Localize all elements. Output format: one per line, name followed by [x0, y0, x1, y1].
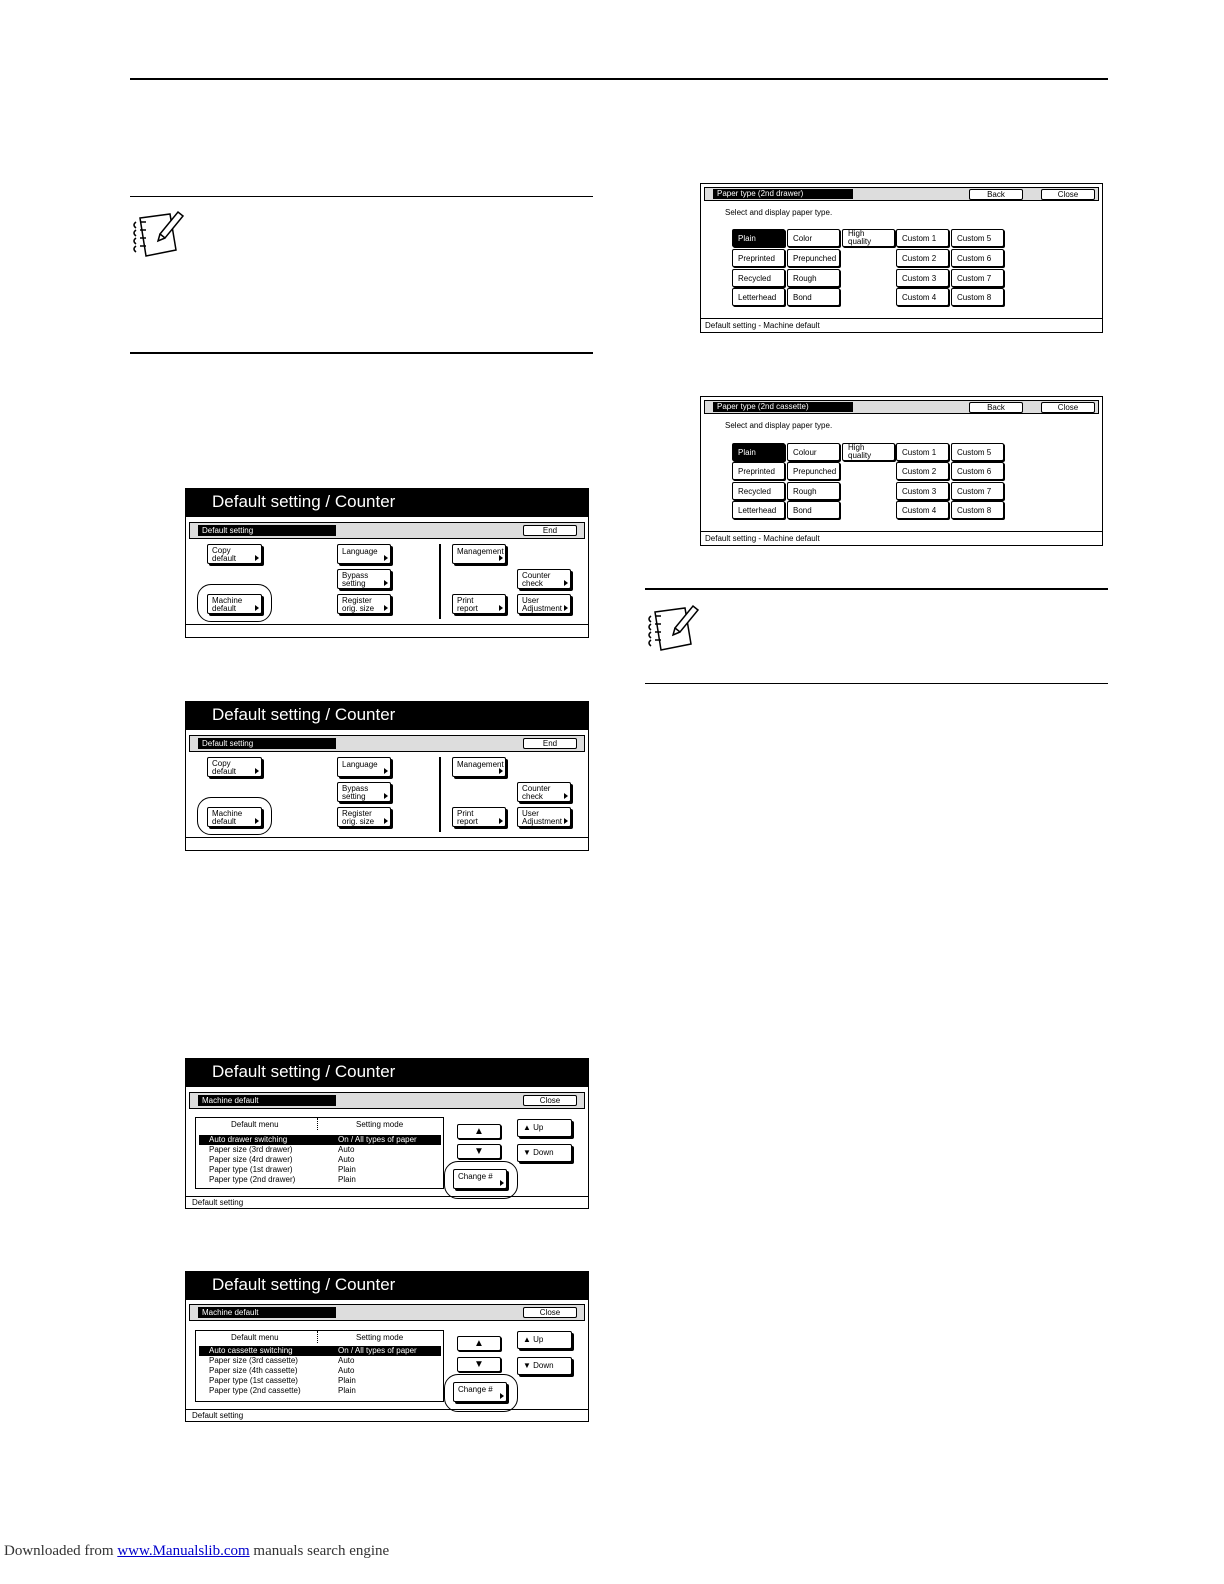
type-custom7-button[interactable]: Custom 7 — [951, 482, 1004, 500]
menu-name: Paper size (3rd drawer) — [209, 1145, 293, 1154]
list-item[interactable] — [199, 1376, 441, 1386]
copy-default-button[interactable] — [207, 757, 262, 777]
triangle-up-icon: ▲ — [474, 1338, 484, 1349]
menu-name: Paper type (1st drawer) — [209, 1165, 293, 1174]
up-button[interactable] — [517, 1331, 572, 1349]
machine-default-label: Machine default — [212, 809, 243, 826]
arrow-right-icon — [499, 768, 503, 774]
download-footer — [4, 1543, 389, 1560]
up-label: Up — [533, 1335, 544, 1344]
counter-check-button[interactable] — [517, 782, 571, 802]
type-custom8-button[interactable]: Custom 8 — [951, 501, 1004, 519]
list-item[interactable] — [199, 1155, 441, 1165]
triangle-down-icon: ▼ — [474, 1146, 484, 1157]
arrow-right-icon — [255, 555, 259, 561]
management-label: Management — [457, 547, 504, 556]
print-report-button[interactable] — [452, 807, 506, 827]
arrow-right-icon — [564, 793, 568, 799]
footer-line — [186, 1409, 588, 1410]
column-divider — [439, 544, 441, 619]
triangle-down-icon: ▼ — [523, 1148, 534, 1157]
language-label: Language — [342, 547, 378, 556]
type-custom2-button[interactable]: Custom 2 — [896, 249, 949, 267]
note-top-rule — [130, 196, 593, 197]
paper-type-drawer-screen — [700, 183, 1103, 333]
menu-name: Paper size (3rd cassette) — [209, 1356, 298, 1365]
mode-value: Auto — [338, 1145, 355, 1154]
triangle-up-icon: ▲ — [523, 1123, 534, 1132]
type-custom5-button[interactable]: Custom 5 — [951, 443, 1004, 461]
sub-header — [189, 522, 585, 539]
change-label: Change # — [458, 1385, 493, 1394]
sub-header — [189, 735, 585, 752]
menu-name: Paper type (2nd cassette) — [209, 1386, 301, 1395]
bypass-setting-label: Bypass setting — [342, 784, 369, 801]
triangle-down-icon: ▼ — [523, 1361, 534, 1370]
menu-name: Auto cassette switching — [209, 1346, 293, 1355]
register-orig-size-button[interactable] — [337, 594, 391, 614]
download-suffix: manuals search engine — [249, 1543, 390, 1559]
arrow-right-icon — [384, 768, 388, 774]
copy-default-label: Copy default — [212, 546, 237, 563]
footer-label: Default setting - Machine default — [705, 321, 820, 330]
back-button[interactable]: Back — [969, 189, 1023, 200]
type-plain-button[interactable]: Plain — [732, 443, 785, 461]
mode-value: Plain — [338, 1165, 356, 1174]
download-prefix: Downloaded from — [4, 1543, 118, 1559]
type-custom3-button[interactable]: Custom 3 — [896, 482, 949, 500]
mode-value: On / All types of paper — [338, 1346, 417, 1355]
type-bond-button[interactable]: Bond — [787, 288, 840, 306]
mode-value: Auto — [338, 1155, 355, 1164]
footer-line — [701, 531, 1102, 532]
machine-default-screen-drawer — [185, 1058, 589, 1209]
list-item[interactable] — [199, 1175, 441, 1185]
type-custom5-button[interactable]: Custom 5 — [951, 229, 1004, 247]
sub-header-label: Default setting — [198, 525, 336, 536]
col-divider — [317, 1118, 318, 1130]
management-label: Management — [457, 760, 504, 769]
close-button[interactable]: Close — [523, 1307, 577, 1318]
counter-check-label: Counter check — [522, 571, 551, 588]
type-custom4-button[interactable]: Custom 4 — [896, 501, 949, 519]
screen-title: Default setting / Counter — [186, 489, 588, 517]
change-label: Change # — [458, 1172, 493, 1181]
machine-default-screen-cassette — [185, 1271, 589, 1422]
type-rough-button[interactable]: Rough — [787, 482, 840, 500]
arrow-right-icon — [564, 605, 568, 611]
type-custom8-button[interactable]: Custom 8 — [951, 288, 1004, 306]
footer-label: Default setting - Machine default — [705, 534, 820, 543]
print-report-label: Print report — [457, 809, 478, 826]
type-prepunched-button[interactable]: Prepunched — [787, 249, 840, 267]
scroll-up-button[interactable] — [457, 1124, 501, 1139]
menu-name: Paper size (4th cassette) — [209, 1366, 298, 1375]
type-custom4-button[interactable]: Custom 4 — [896, 288, 949, 306]
up-button[interactable] — [517, 1119, 572, 1137]
column-divider — [439, 757, 441, 832]
list-item[interactable] — [199, 1135, 441, 1145]
default-menu-list[interactable] — [195, 1330, 444, 1402]
screen-title: Paper type (2nd cassette) — [713, 402, 853, 412]
paper-type-cassette-screen — [700, 396, 1103, 546]
type-custom1-button[interactable]: Custom 1 — [896, 229, 949, 247]
machine-default-label: Machine default — [212, 596, 243, 613]
type-letterhead-button[interactable]: Letterhead — [732, 288, 785, 306]
type-custom1-button[interactable]: Custom 1 — [896, 443, 949, 461]
down-button[interactable] — [517, 1144, 572, 1162]
down-button[interactable] — [517, 1357, 572, 1375]
arrow-right-icon — [499, 818, 503, 824]
language-button[interactable] — [337, 757, 391, 777]
screen-title: Default setting / Counter — [186, 1059, 588, 1087]
register-orig-size-label: Register orig. size — [342, 596, 375, 613]
triangle-up-icon: ▲ — [523, 1335, 534, 1344]
scroll-down-button[interactable] — [457, 1357, 501, 1372]
type-high-quality-button[interactable]: High quality — [842, 229, 895, 247]
sub-header-label: Machine default — [198, 1307, 336, 1318]
sub-header — [704, 400, 1099, 414]
scroll-up-button[interactable] — [457, 1336, 501, 1351]
instruction-text: Select and display paper type. — [725, 421, 833, 430]
management-button[interactable] — [452, 544, 506, 564]
menu-name: Paper type (1st cassette) — [209, 1376, 298, 1385]
arrow-right-icon — [384, 605, 388, 611]
highlight-circle — [444, 1161, 518, 1199]
type-recycled-button[interactable]: Recycled — [732, 482, 785, 500]
counter-check-button[interactable] — [517, 569, 571, 589]
mode-value: Plain — [338, 1175, 356, 1184]
list-item[interactable] — [199, 1386, 441, 1396]
type-custom2-button[interactable]: Custom 2 — [896, 462, 949, 480]
footer-label: Default setting — [192, 1198, 244, 1207]
close-button[interactable]: Close — [1041, 402, 1095, 413]
footer-label: Default setting — [192, 1411, 244, 1420]
register-orig-size-button[interactable] — [337, 807, 391, 827]
mode-value: Auto — [338, 1356, 355, 1365]
close-button[interactable]: Close — [1041, 189, 1095, 200]
arrow-right-icon — [384, 793, 388, 799]
list-item[interactable] — [199, 1356, 441, 1366]
manualslib-link[interactable]: www.Manualslib.com — [117, 1543, 250, 1559]
top-rule — [130, 78, 1108, 80]
menu-name: Auto drawer switching — [209, 1135, 288, 1144]
instruction-text: Select and display paper type. — [725, 208, 833, 217]
note-bottom-rule — [130, 352, 593, 354]
sub-header — [189, 1304, 585, 1321]
note-bottom-rule — [645, 683, 1108, 684]
footer-line — [186, 837, 588, 838]
list-item[interactable] — [199, 1165, 441, 1175]
type-high-quality-button[interactable]: High quality — [842, 443, 895, 461]
type-color-button[interactable]: Color — [787, 229, 840, 247]
screen-title: Paper type (2nd drawer) — [713, 189, 853, 199]
sub-header-label: Machine default — [198, 1095, 336, 1106]
col-default-menu: Default menu — [231, 1120, 279, 1129]
type-custom6-button[interactable]: Custom 6 — [951, 249, 1004, 267]
list-item[interactable] — [199, 1346, 441, 1356]
menu-name: Paper size (4rd drawer) — [209, 1155, 293, 1164]
user-adjustment-button[interactable] — [517, 594, 571, 614]
list-item[interactable] — [199, 1145, 441, 1155]
print-report-button[interactable] — [452, 594, 506, 614]
notepad-pencil-icon — [645, 600, 701, 658]
bypass-setting-button[interactable] — [337, 569, 391, 589]
type-rough-button[interactable]: Rough — [787, 269, 840, 287]
language-label: Language — [342, 760, 378, 769]
copy-default-button[interactable] — [207, 544, 262, 564]
close-button[interactable]: Close — [523, 1095, 577, 1106]
down-label: Down — [533, 1361, 554, 1370]
end-button[interactable]: End — [523, 525, 577, 536]
up-label: Up — [533, 1123, 544, 1132]
type-plain-button[interactable]: Plain — [732, 229, 785, 247]
counter-check-label: Counter check — [522, 784, 551, 801]
type-custom7-button[interactable]: Custom 7 — [951, 269, 1004, 287]
print-report-label: Print report — [457, 596, 478, 613]
screen-title: Default setting / Counter — [186, 702, 588, 730]
language-button[interactable] — [337, 544, 391, 564]
mode-value: Auto — [338, 1366, 355, 1375]
note-top-rule — [645, 588, 1108, 590]
footer-line — [701, 318, 1102, 319]
col-setting-mode: Setting mode — [356, 1120, 404, 1129]
sub-header — [189, 1092, 585, 1109]
screen-title: Default setting / Counter — [186, 1272, 588, 1300]
triangle-up-icon: ▲ — [474, 1126, 484, 1137]
sub-header-label: Default setting — [198, 738, 336, 749]
col-default-menu: Default menu — [231, 1333, 279, 1342]
footer-line — [186, 624, 588, 625]
col-setting-mode: Setting mode — [356, 1333, 404, 1342]
arrow-right-icon — [499, 555, 503, 561]
type-custom3-button[interactable]: Custom 3 — [896, 269, 949, 287]
type-bond-button[interactable]: Bond — [787, 501, 840, 519]
default-setting-screen-2 — [185, 701, 589, 851]
triangle-down-icon: ▼ — [474, 1359, 484, 1370]
bypass-setting-button[interactable] — [337, 782, 391, 802]
mode-value: Plain — [338, 1376, 356, 1385]
default-menu-list[interactable] — [195, 1117, 444, 1189]
type-colour-button[interactable]: Colour — [787, 443, 840, 461]
arrow-right-icon — [499, 605, 503, 611]
arrow-right-icon — [255, 768, 259, 774]
sub-header — [704, 187, 1099, 201]
type-preprinted-button[interactable]: Preprinted — [732, 249, 785, 267]
copy-default-label: Copy default — [212, 759, 237, 776]
type-recycled-button[interactable]: Recycled — [732, 269, 785, 287]
default-setting-screen-1 — [185, 488, 589, 638]
type-custom6-button[interactable]: Custom 6 — [951, 462, 1004, 480]
down-label: Down — [533, 1148, 554, 1157]
list-item[interactable] — [199, 1366, 441, 1376]
type-preprinted-button[interactable]: Preprinted — [732, 462, 785, 480]
type-prepunched-button[interactable]: Prepunched — [787, 462, 840, 480]
mode-value: Plain — [338, 1386, 356, 1395]
management-button[interactable] — [452, 757, 506, 777]
back-button[interactable]: Back — [969, 402, 1023, 413]
type-letterhead-button[interactable]: Letterhead — [732, 501, 785, 519]
end-button[interactable]: End — [523, 738, 577, 749]
footer-line — [186, 1196, 588, 1197]
bypass-setting-label: Bypass setting — [342, 571, 369, 588]
mode-value: On / All types of paper — [338, 1135, 417, 1144]
arrow-right-icon — [564, 580, 568, 586]
highlight-circle — [444, 1374, 518, 1412]
user-adjustment-button[interactable] — [517, 807, 571, 827]
menu-name: Paper type (2nd drawer) — [209, 1175, 296, 1184]
highlight-circle — [197, 797, 272, 835]
user-adjustment-label: User Adjustment — [522, 809, 563, 826]
arrow-right-icon — [384, 580, 388, 586]
arrow-right-icon — [564, 818, 568, 824]
user-adjustment-label: User Adjustment — [522, 596, 563, 613]
register-orig-size-label: Register orig. size — [342, 809, 375, 826]
arrow-right-icon — [384, 818, 388, 824]
notepad-pencil-icon — [130, 206, 186, 264]
col-divider — [317, 1331, 318, 1343]
highlight-circle — [197, 584, 272, 622]
scroll-down-button[interactable] — [457, 1144, 501, 1159]
arrow-right-icon — [384, 555, 388, 561]
